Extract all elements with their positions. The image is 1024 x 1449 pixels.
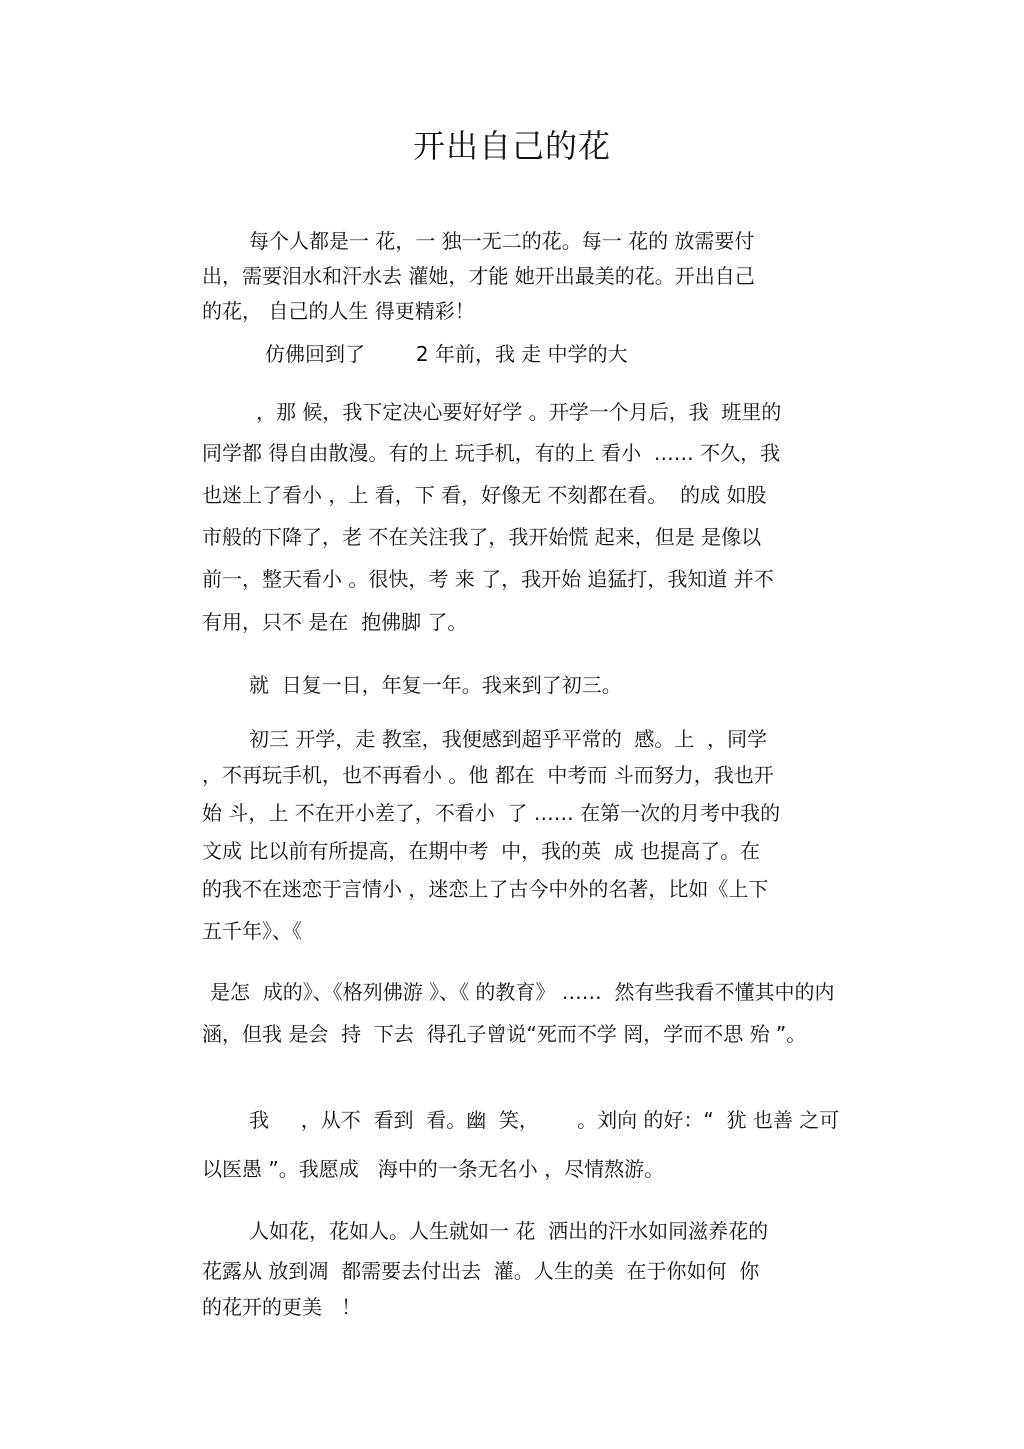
text-line: 涵，但我 是会 持 下去 得孔子曾说“死而不学 罔，学而不思 殆 ”。 [202,1022,807,1046]
text-line: 初三 开学，走 教室，我便感到超乎平常的 感。上 ，同学 [249,727,768,751]
document-title: 开出自己的花 [412,127,611,165]
text-line: 文成 比以前有所提高，在期中考 中，我的英 成 也提高了。在 [202,839,761,863]
text-line: 以医愚 ”。我愿成 海中的一条无名小 ，尽情熬游。 [202,1157,665,1181]
text-line: 每个人都是一 花，一 独一无二的花。每一 花的 放需要付 [249,229,755,253]
text-line: ，不再玩手机，也不再看小 。他 都在 中考而 斗而努力，我也开 [202,763,774,787]
text-line: 人如花，花如人。人生就如一 花 洒出的汗水如同滋养花的 [249,1219,769,1243]
text-line: 出，需要泪水和汗水去 灌她，才能 她开出最美的花。开出自己 [202,264,755,288]
text-line: 市般的下降了，老 不在关注我了，我开始慌 起来，但是 是像以 [202,525,762,549]
text-line: 仿佛回到了 2 年前，我 走 中学的大 [265,342,628,366]
text-line: 有用，只不 是在 抱佛脚 了。 [202,610,468,634]
text-line: 就 日复一日，年复一年。我来到了初三。 [249,673,622,697]
text-line: 我 ，从不 看到 看。幽 笑， 。刘向 的好：“ 犹 也善 之可 [249,1108,840,1132]
text-line: 的花， 自己的人生 得更精彩！ [202,299,475,323]
text-line: 也迷上了看小 ，上 看，下 看，好像无 不刻都在看。 的成 如股 [202,483,767,507]
text-line: 是怎 成的》、《格列佛游 》、《 的教育》 …… 然有些我看不懂其中的内 [210,980,835,1004]
text-line: 前一，整天看小 。很快，考 来 了，我开始 追猛打，我知道 并不 [202,567,774,591]
text-line: 的我不在迷恋于言情小 ，迷恋上了古今中外的名著，比如《上下 [202,877,769,901]
text-line: 始 斗，上 不在开小差了，不看小 了 …… 在第一次的月考中我的 [202,801,781,825]
text-line: 同学都 得自由散漫。有的上 玩手机，有的上 看小 …… 不久，我 [202,441,781,465]
text-line: ，那 候，我下定决心要好好学 。开学一个月后，我 班里的 [256,400,782,424]
text-line: 五千年》、《 [202,919,302,943]
text-line: 花露从 放到凋 都需要去付出去 灌。人生的美 在于你如何 你 [202,1259,760,1283]
text-line: 的花开的更美 ！ [202,1295,362,1319]
